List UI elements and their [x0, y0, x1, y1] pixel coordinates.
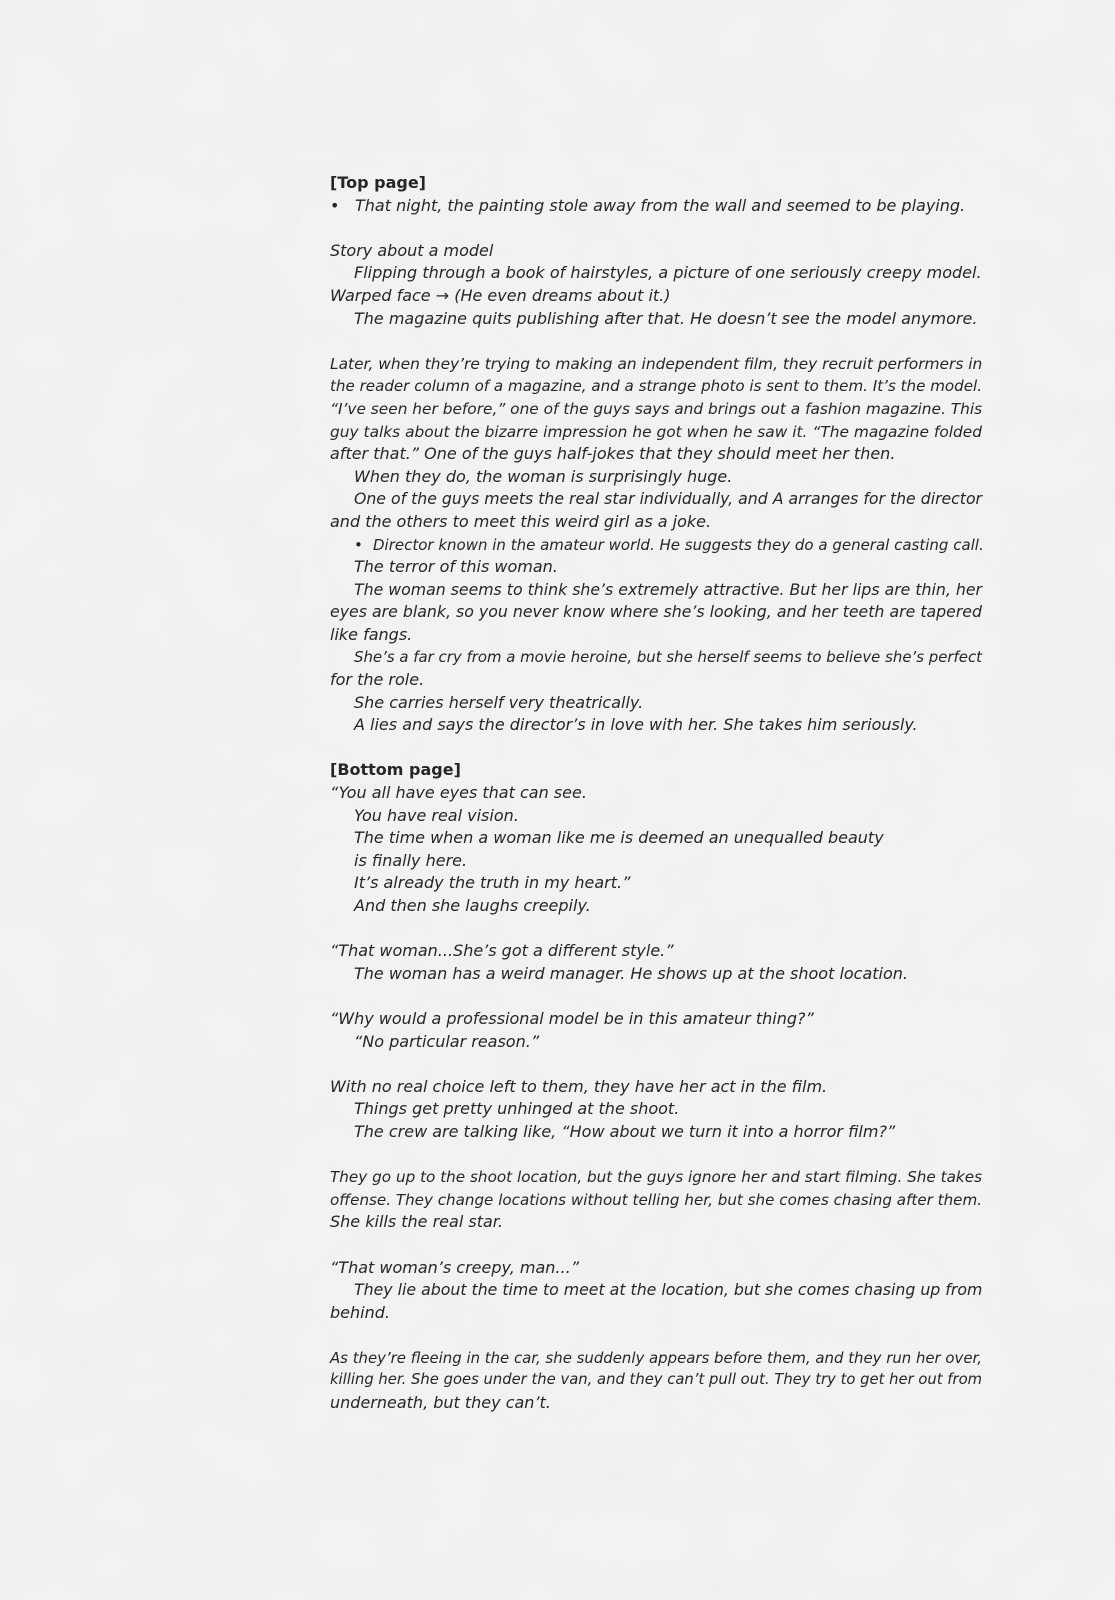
- paragraph-line: the reader column of a magazine, and a strange photo is sent to them. It’s the model.: [330, 377, 982, 396]
- top-page-heading: [Top page]: [330, 173, 426, 192]
- paragraph-line: Flipping through a book of hairstyles, a picture of one seriously creepy model.: [354, 263, 982, 283]
- paragraph-line: for the role.: [330, 670, 425, 690]
- paragraph-line: They go up to the shoot location, but the guys ignore her and start filming. She takes: [330, 1168, 982, 1187]
- quote-line: is finally here.: [354, 850, 468, 870]
- paragraph-line: eyes are blank, so you never know where she’s looking, and her teeth are tapered: [330, 602, 982, 622]
- paragraph-line: A lies and says the director’s in love with her. She takes him seriously.: [354, 715, 918, 735]
- top-bullet-text: That night, the painting stole away from the wall and seemed to be playing.: [355, 195, 966, 215]
- paragraph-line: offense. They change locations without telling her, but she comes chasing after them.: [330, 1190, 982, 1209]
- paragraph-line: The crew are talking like, “How about we turn it into a horror film?”: [354, 1121, 896, 1141]
- paragraph-line: And then she laughs creepily.: [354, 896, 591, 915]
- document-body: [330, 172, 982, 1415]
- paragraph-line: She kills the real star.: [330, 1212, 503, 1232]
- quote-line: “That woman...She’s got a different style.”: [330, 941, 674, 961]
- quote-line: “That woman’s creepy, man...”: [330, 1257, 579, 1277]
- paragraph-line: behind.: [330, 1302, 390, 1322]
- quote-line: You have real vision.: [354, 805, 519, 825]
- paragraph-line: The woman seems to think she’s extremely attractive. But her lips are thin, her: [354, 579, 982, 599]
- quote-line: “Why would a professional model be in this amateur thing?”: [330, 1008, 814, 1028]
- story-title: Story about a model: [330, 240, 494, 260]
- paragraph-line: The magazine quits publishing after that. He doesn’t see the model anymore.: [354, 308, 978, 328]
- paragraph-line: As they’re fleeing in the car, she suddenly appears before them, and they run her over,: [330, 1348, 982, 1367]
- paragraph-line: underneath, but they can’t.: [330, 1393, 551, 1413]
- paragraph-line: One of the guys meets the real star individually, and A arranges for the director: [354, 489, 982, 509]
- paragraph-line: When they do, the woman is surprisingly huge.: [354, 466, 733, 486]
- paragraph-line: and the others to meet this weird girl as a joke.: [330, 511, 712, 531]
- director-bullet-text: Director known in the amateur world. He suggests they do a general casting call.: [373, 535, 984, 554]
- bottom-page-heading: [Bottom page]: [330, 760, 461, 780]
- paragraph-line: Later, when they’re trying to making an independent film, they recruit performers in: [330, 354, 983, 373]
- paragraph-line: killing her. She goes under the van, and they can’t pull out. They try to get her out from: [330, 1371, 982, 1389]
- bullet-icon: •: [330, 195, 340, 215]
- paragraph-line: She carries herself very theatrically.: [354, 692, 644, 712]
- quote-line: The time when a woman like me is deemed an unequalled beauty: [354, 828, 884, 848]
- paragraph-line: Things get pretty unhinged at the shoot.: [354, 1099, 680, 1119]
- paragraph-line: guy talks about the bizarre impression he got when he saw it. “The magazine folded: [330, 422, 982, 441]
- quote-line: “You all have eyes that can see.: [330, 783, 587, 803]
- paragraph-line: after that.” One of the guys half-jokes that they should meet her then.: [330, 444, 896, 464]
- paragraph-line: She’s a far cry from a movie heroine, but she herself seems to believe she’s perfect: [354, 648, 982, 667]
- quote-line: It’s already the truth in my heart.”: [354, 873, 631, 893]
- paragraph-line: Warped face → (He even dreams about it.): [330, 285, 671, 305]
- top-bullet-item: [330, 195, 982, 218]
- bullet-icon: •: [354, 535, 363, 554]
- paragraph-line: The terror of this woman.: [354, 557, 558, 577]
- paragraph-line: like fangs.: [330, 624, 413, 644]
- paragraph-line: “I’ve seen her before,” one of the guys says and brings out a fashion magazine. This: [330, 399, 983, 418]
- paragraph-line: They lie about the time to meet at the location, but she comes chasing up from: [354, 1280, 983, 1300]
- paragraph-line: The woman has a weird manager. He shows up at the shoot location.: [354, 963, 909, 983]
- quote-line: “No particular reason.”: [354, 1031, 540, 1051]
- director-bullet-item: [330, 534, 982, 557]
- paragraph-line: With no real choice left to them, they have her act in the film.: [330, 1076, 828, 1096]
